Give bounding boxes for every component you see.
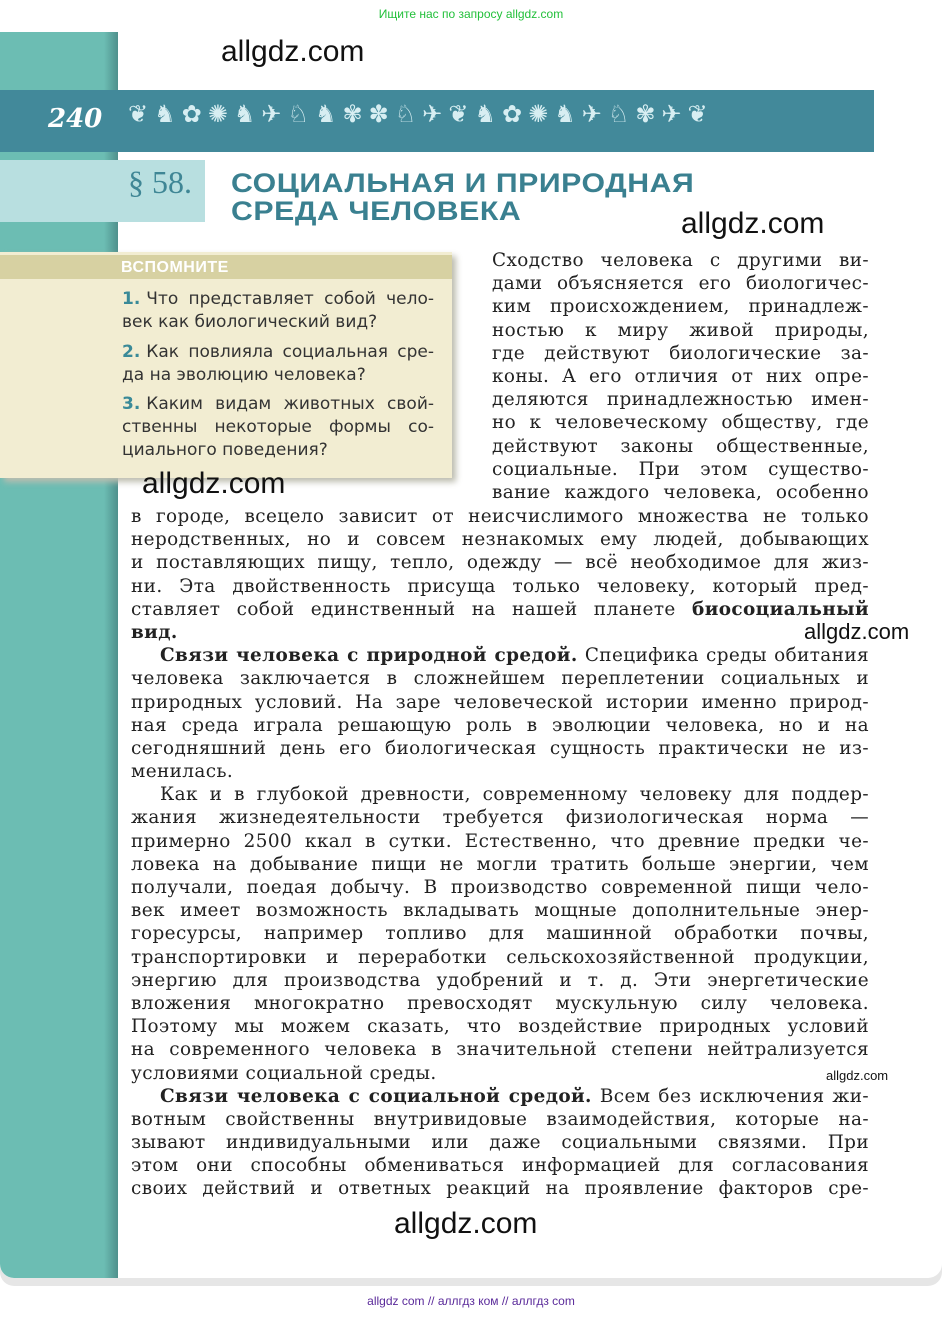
animal-silhouettes-icon: ❦♞✿✺♞✈♘♞✾✽♘✈❦♞✿✺♞✈♘✾✈❦	[128, 100, 714, 128]
text-line	[131, 830, 869, 853]
line-text: где действуют биологические за-	[492, 342, 869, 364]
text-line	[131, 760, 869, 783]
line-text: но к человеческому обществу, где	[492, 412, 869, 434]
line-text: неродственных, но и совсем незнакомых ему людей, добывающих	[131, 529, 869, 551]
line-text: горесурсы, например топливо для машинной обработки почвы,	[131, 923, 869, 945]
bold-term: вид.	[131, 621, 178, 643]
question-2	[122, 341, 434, 387]
body-text	[131, 505, 869, 1201]
line-text: условиями социальной среды.	[131, 1062, 437, 1084]
text-line	[492, 458, 869, 481]
text-line	[131, 1038, 869, 1061]
line-text: вание каждого человека, особенно	[492, 481, 869, 503]
body-text-right-column	[492, 249, 869, 504]
text-line	[492, 319, 869, 342]
line-text: жания жизнедеятельности требуется физиологическая норма —	[131, 807, 869, 829]
text-line	[131, 946, 869, 969]
title-line: СРЕДА ЧЕЛОВЕКА	[231, 196, 522, 226]
section-number: § 58.	[128, 164, 192, 200]
text-line	[131, 806, 869, 829]
line-text: Как и в глубокой древности, современному человеку для поддер-	[160, 784, 869, 806]
question-text: да на эволюцию человека?	[122, 365, 366, 385]
line-text: природных условий. На заре человеческой истории именно природ-	[131, 691, 869, 713]
line-text: и поставляющих пищу, тепло, одежду — всё необходимое для жиз-	[131, 552, 869, 574]
text-line	[131, 528, 869, 551]
remember-heading: ВСПОМНИТЕ	[121, 259, 229, 276]
text-line	[131, 1177, 869, 1200]
line-text: ностью к миру живой природы,	[492, 319, 869, 341]
question-1	[122, 288, 434, 334]
line-text: зывают индивидуальными или даже социальными связями. При	[131, 1132, 869, 1154]
line-text: ни. Эта двойственность присуща только человеку, который пред-	[131, 575, 869, 597]
top-search-note: Ищите нас по запросу allgdz.com	[378, 7, 564, 21]
line-text: примерно 2500 ккал в сутки. Естественно, что древние предки че-	[131, 830, 869, 852]
line-text: коны. А его отличия от них опре-	[492, 365, 869, 387]
line-text: менилась.	[131, 761, 234, 783]
remember-box	[0, 252, 452, 478]
line-text: сегодняшний день его биологическая сущность практически не из-	[131, 737, 869, 759]
text-line	[131, 737, 869, 760]
text-line	[131, 853, 869, 876]
line-text: в городе, всецело зависит от неисчислимого множества не только	[131, 506, 869, 527]
question-text: ственны некоторые формы со-	[122, 417, 434, 437]
line-text: ловека на добывание пищи не могли тратить больше энергии, чем	[131, 853, 869, 875]
question-text: Что представляет собой чело-	[146, 289, 434, 309]
watermark: allgdz.com	[394, 1207, 538, 1240]
question-text: циального поведения?	[122, 440, 328, 460]
line-text: вложения многократно превосходят мускульную силу человека.	[131, 992, 869, 1014]
text-line	[492, 411, 869, 434]
question-text: Как повлияла социальная сре-	[146, 342, 434, 362]
text-line	[131, 1085, 869, 1108]
text-line	[492, 295, 869, 318]
line-text: действуют законы общественные,	[492, 435, 869, 457]
textbook-page	[0, 32, 942, 1278]
remember-header	[0, 255, 452, 279]
text-line	[492, 365, 869, 388]
question-number: 2.	[122, 342, 141, 362]
line-text: ная среда играла решающую роль в эволюции человека, но и на	[131, 714, 869, 736]
line-text: деляются принадлежностью имен-	[492, 389, 869, 411]
text-line	[492, 249, 869, 272]
line-text: Всем без исключения жи-	[591, 1085, 869, 1107]
text-line	[131, 644, 869, 667]
text-line	[131, 876, 869, 899]
question-number: 1.	[122, 289, 141, 309]
line-text: социальные. При этом существо-	[492, 458, 869, 480]
watermark: allgdz.com	[681, 207, 825, 240]
text-line	[131, 551, 869, 574]
text-line	[131, 1154, 869, 1177]
line-text: этом они способны обмениваться информацией для согласования	[131, 1155, 869, 1177]
text-line	[492, 272, 869, 295]
page-number: 240	[48, 104, 103, 134]
text-line	[492, 481, 869, 504]
line-text: ставляет собой единственный на нашей планете	[131, 598, 693, 620]
line-text: ким происхождением, принадлеж-	[492, 296, 869, 318]
text-line	[131, 783, 869, 806]
bold-term: биосоциальный	[692, 598, 869, 620]
bold-term: Связи человека с природной средой.	[160, 645, 578, 667]
text-line	[131, 621, 869, 644]
line-text: получали, поедая добычу. В производство современной пищи чело-	[131, 877, 869, 898]
watermark: allgdz.com	[142, 467, 286, 500]
text-line	[492, 435, 869, 458]
watermark: allgdz.com	[804, 619, 910, 644]
text-line	[131, 575, 869, 598]
text-line	[131, 992, 869, 1015]
footer-note: allgdz com // аллгдз ком // аллгдз com	[367, 1294, 575, 1308]
question-3	[122, 393, 434, 462]
text-line	[131, 1108, 869, 1131]
text-line	[131, 667, 869, 690]
line-text: энергию для производства удобрений и т. д. Эти энергетические	[131, 969, 869, 991]
question-text: век как биологический вид?	[122, 312, 378, 332]
page-header-banner	[0, 90, 874, 152]
title-line: СОЦИАЛЬНАЯ И ПРИРОДНАЯ	[231, 168, 695, 198]
text-line	[131, 598, 869, 621]
question-number: 3.	[122, 394, 141, 414]
text-line	[131, 899, 869, 922]
watermark: allgdz.com	[826, 1068, 889, 1083]
text-line	[131, 1015, 869, 1038]
text-line	[492, 388, 869, 411]
page-title	[231, 169, 694, 225]
line-text: Специфика среды обитания	[577, 645, 869, 667]
line-text: вотным свойственны внутривидовые взаимодействия, которые на-	[131, 1108, 869, 1130]
watermark: allgdz.com	[221, 35, 365, 68]
line-text: дами объясняется его биологичес-	[492, 273, 869, 295]
line-text: век имеет возможность вкладывать мощные дополнительные энер-	[131, 900, 869, 922]
question-text: Каким видам животных свой-	[146, 394, 434, 414]
text-line	[492, 342, 869, 365]
text-line	[131, 969, 869, 992]
bold-term: Связи человека с социальной средой.	[160, 1085, 592, 1107]
text-line	[131, 714, 869, 737]
text-line	[131, 691, 869, 714]
text-line	[131, 505, 869, 528]
text-line	[131, 1131, 869, 1154]
text-line	[131, 1062, 869, 1085]
line-text: своих действий и ответных реакций на проявление факторов сре-	[131, 1178, 869, 1200]
line-text: транспортировки и переработки сельскохозяйственной продукции,	[131, 946, 869, 968]
line-text: человека заключается в сложнейшем переплетении социальных и	[131, 668, 869, 690]
line-text: Поэтому мы можем сказать, что воздействие природных условий	[131, 1016, 869, 1038]
text-line	[131, 922, 869, 945]
line-text: Сходство человека с другими ви-	[492, 250, 869, 271]
line-text: на современного человека в значительной степени нейтрализуется	[131, 1039, 869, 1061]
